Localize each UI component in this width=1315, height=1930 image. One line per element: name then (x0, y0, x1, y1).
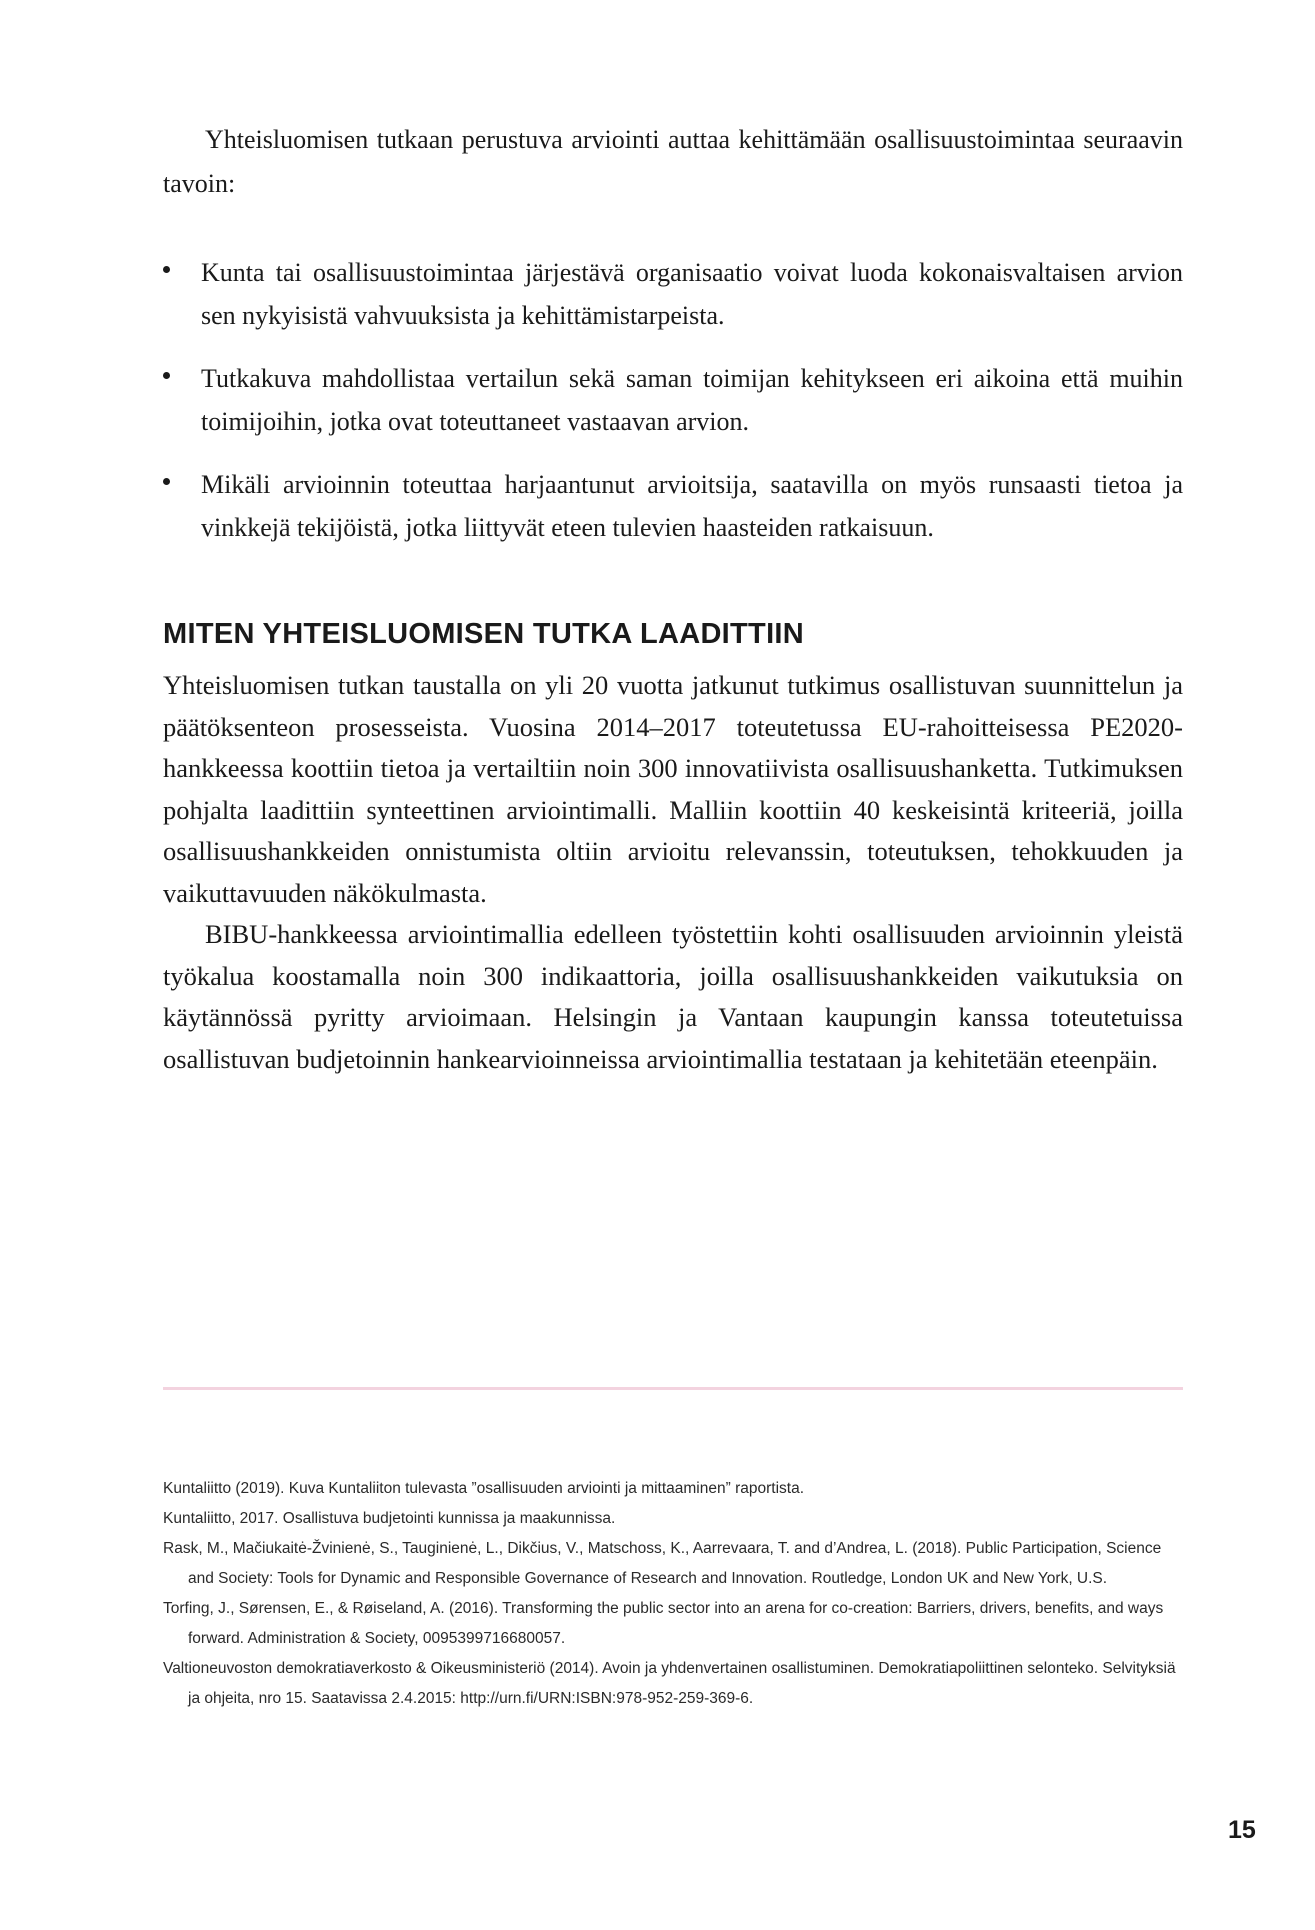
list-item (163, 463, 1183, 549)
reference-item: Rask, M., Mačiukaitė-Žvinienė, S., Tauginienė, L., Dikčius, V., Matschoss, K., Aarrevaara, T. and d’Andrea, L. (2018). Public Participation, Science and Society: Tools for Dynamic and Responsible Governance of Research and Innovation. Routledge, London UK and New York, U.S. (163, 1540, 1162, 1587)
bullet-list (163, 251, 1183, 569)
intro-paragraph: Yhteisluomisen tutkaan perustuva arviointi auttaa kehittämään osallisuustoimintaa seuraavin tavoin: (163, 125, 1183, 198)
reference-item: Kuntaliitto, 2017. Osallistuva budjetointi kunnissa ja maakunnissa. (163, 1510, 616, 1527)
bullet-text: Tutkakuva mahdollistaa vertailun sekä saman toimijan kehitykseen eri aikoina että muihin toimijoihin, jotka ovat toteuttaneet vastaavan arvion. (201, 364, 1183, 436)
bullet-icon (163, 478, 170, 485)
bullet-icon (163, 372, 170, 379)
reference-item: Valtioneuvoston demokratiaverkosto & Oikeusministeriö (2014). Avoin ja yhdenvertainen osallistuminen. Demokratiapoliittinen selonteko. Selvityksiä ja ohjeita, nro 15. Saatavissa 2.4.2015: http://urn.fi/URN:ISBN:978-952-259-369-6. (163, 1660, 1176, 1707)
section-body (163, 665, 1183, 1080)
body-paragraph: BIBU-hankkeessa arviointimallia edelleen työstettiin kohti osallisuuden arvioinnin yleistä työkalua koostamalla noin 300 indikaattoria, joilla osallisuushankkeiden vaikutuksia on käytännössä pyritty arvioimaan. Helsingin ja Vantaan kaupungin kanssa toteutetuissa osallistuvan budjetoinnin hankearvioinneissa arviointimallia testataan ja kehitetään eteenpäin. (163, 919, 1183, 1074)
bullet-text: Kunta tai osallisuustoimintaa järjestävä organisaatio voivat luoda kokonaisvaltaisen arvion sen nykyisistä vahvuuksista ja kehittämistarpeista. (201, 258, 1183, 330)
section-heading: MITEN YHTEISLUOMISEN TUTKA LAADITTIIN (163, 618, 805, 650)
reference-list (163, 1474, 1183, 1714)
body-paragraph: Yhteisluomisen tutkan taustalla on yli 20 vuotta jatkunut tutkimus osallistuvan suunnittelun ja päätöksenteon prosesseista. Vuosina 2014–2017 toteutetussa EU-rahoitteisessa PE2020-hankkeessa koottiin tietoa ja vertailtiin noin 300 innovatiivista osallisuushanketta. Tutkimuksen pohjalta laadittiin synteettinen arviointimalli. Malliin koottiin 40 keskeisintä kriteeriä, joilla osallisuushankkeiden onnistumista oltiin arvioitu relevanssin, toteutuksen, tehokkuuden ja vaikuttavuuden näkökulmasta. (163, 670, 1183, 908)
reference-item: Kuntaliitto (2019). Kuva Kuntaliiton tulevasta ”osallisuuden arviointi ja mittaaminen” raportista. (163, 1480, 805, 1497)
bullet-icon (163, 266, 170, 273)
page-number: 15 (1228, 1816, 1256, 1844)
reference-item: Torfing, J., Sørensen, E., & Røiseland, A. (2016). Transforming the public sector into an arena for co-creation: Barriers, drivers, benefits, and ways forward. Administration & Society, 0095399716680057. (163, 1600, 1164, 1647)
list-item (163, 251, 1183, 337)
footnote-divider (163, 1387, 1183, 1390)
bullet-text: Mikäli arvioinnin toteuttaa harjaantunut arvioitsija, saatavilla on myös runsaasti tietoa ja vinkkejä tekijöistä, jotka liittyvät eteen tulevien haasteiden ratkaisuun. (201, 470, 1183, 542)
list-item (163, 357, 1183, 443)
